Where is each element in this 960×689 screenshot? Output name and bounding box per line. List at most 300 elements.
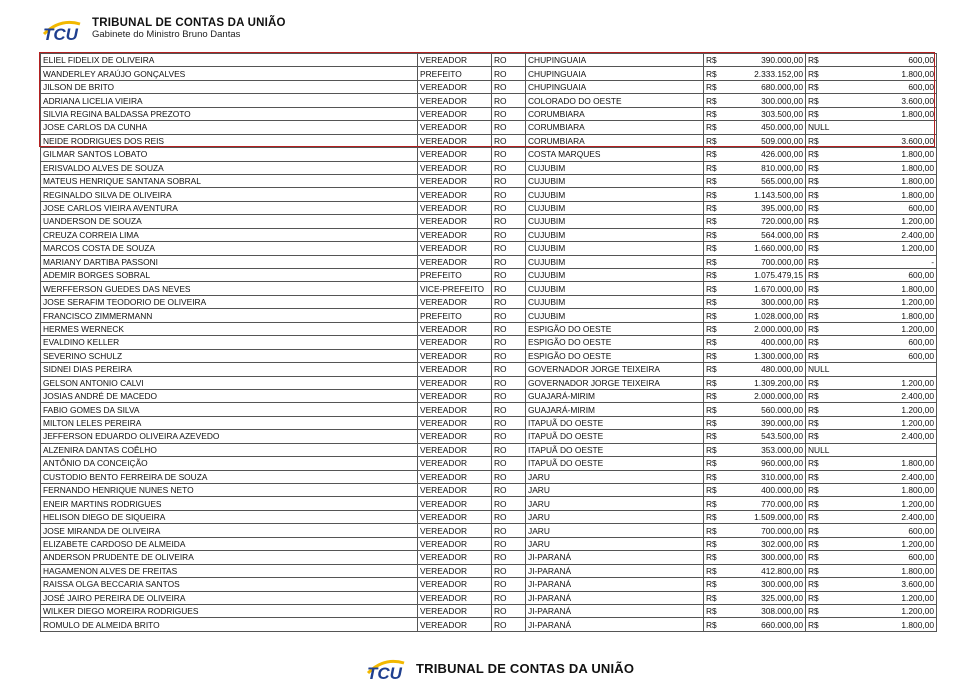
cell-uf: RO (492, 389, 526, 402)
cell-value-2: 1.200,00 (832, 497, 937, 510)
cell-name: CREUZA CORREIA LIMA (41, 228, 418, 241)
cell-value-1: 560.000,00 (730, 403, 806, 416)
cell-currency-2: R$ (806, 389, 832, 402)
cell-currency-2: R$ (806, 591, 832, 604)
cell-city: ESPIGÃO DO OESTE (526, 349, 704, 362)
cell-role: PREFEITO (418, 309, 492, 322)
cell-role: VEREADOR (418, 349, 492, 362)
table-row (41, 188, 937, 201)
cell-currency-1: R$ (704, 336, 730, 349)
cell-currency-2: R$ (806, 148, 832, 161)
cell-value-1: 426.000,00 (730, 148, 806, 161)
cell-currency-2: R$ (806, 80, 832, 93)
logo-lettering: TCU (43, 25, 78, 44)
cell-uf: RO (492, 121, 526, 134)
cell-value-1: 308.000,00 (730, 604, 806, 617)
cell-city: CUJUBIM (526, 309, 704, 322)
cell-city: CUJUBIM (526, 269, 704, 282)
cell-city: CUJUBIM (526, 161, 704, 174)
cell-uf: RO (492, 564, 526, 577)
cell-uf: RO (492, 349, 526, 362)
table-row (41, 174, 937, 187)
cell-city: JI-PARANÁ (526, 591, 704, 604)
table-row (41, 376, 937, 389)
cell-currency-2: R$ (806, 161, 832, 174)
cell-uf: RO (492, 457, 526, 470)
cell-uf: RO (492, 591, 526, 604)
cell-name: WILKER DIEGO MOREIRA RODRIGUES (41, 604, 418, 617)
cell-uf: RO (492, 443, 526, 456)
cell-city: CUJUBIM (526, 174, 704, 187)
cell-currency-2: R$ (806, 470, 832, 483)
cell-value-2: 1.800,00 (832, 457, 937, 470)
table-row (41, 336, 937, 349)
cell-currency-1: R$ (704, 269, 730, 282)
tcu-logo-icon (40, 14, 84, 44)
cell-value-1: 412.800,00 (730, 564, 806, 577)
cell-currency-1: R$ (704, 497, 730, 510)
cell-currency-1: R$ (704, 161, 730, 174)
table-row (41, 618, 937, 631)
cell-role: VEREADOR (418, 416, 492, 429)
cell-name: ALZENIRA DANTAS COÊLHO (41, 443, 418, 456)
cell-currency-2: R$ (806, 295, 832, 308)
cell-name: WANDERLEY ARAÚJO GONÇALVES (41, 67, 418, 80)
cell-city: CUJUBIM (526, 201, 704, 214)
cell-city: ESPIGÃO DO OESTE (526, 322, 704, 335)
cell-city: GOVERNADOR JORGE TEIXEIRA (526, 363, 704, 376)
cell-value-1: 1.075.479,15 (730, 269, 806, 282)
cell-currency-1: R$ (704, 564, 730, 577)
cell-currency-2: R$ (806, 201, 832, 214)
cell-role: VEREADOR (418, 457, 492, 470)
cell-role: VICE-PREFEITO (418, 282, 492, 295)
cell-currency-2: R$ (806, 497, 832, 510)
table-row (41, 470, 937, 483)
table-row (41, 295, 937, 308)
cell-currency-2: R$ (806, 269, 832, 282)
cell-currency-2: R$ (806, 376, 832, 389)
cell-currency-2: R$ (806, 336, 832, 349)
cell-value-1: 390.000,00 (730, 416, 806, 429)
cell-value-2 (832, 121, 937, 134)
cell-value-2: 1.200,00 (832, 537, 937, 550)
cell-role: PREFEITO (418, 269, 492, 282)
cell-currency-1: R$ (704, 309, 730, 322)
cell-role: VEREADOR (418, 121, 492, 134)
cell-city: JARU (526, 510, 704, 523)
cell-currency-1: R$ (704, 578, 730, 591)
cell-name: SIDNEI DIAS PEREIRA (41, 363, 418, 376)
table-row (41, 94, 937, 107)
cell-currency-2: R$ (806, 309, 832, 322)
cell-value-2 (832, 443, 937, 456)
cell-role: VEREADOR (418, 228, 492, 241)
cell-role: VEREADOR (418, 403, 492, 416)
cell-name: ADRIANA LICELIA VIEIRA (41, 94, 418, 107)
cell-currency-2: R$ (806, 282, 832, 295)
tcu-logo-icon (364, 653, 408, 683)
table-row (41, 80, 937, 93)
cell-uf: RO (492, 376, 526, 389)
cell-city: GOVERNADOR JORGE TEIXEIRA (526, 376, 704, 389)
cell-name: JOSE SERAFIM TEODORIO DE OLIVEIRA (41, 295, 418, 308)
cell-name: ROMULO DE ALMEIDA BRITO (41, 618, 418, 631)
cell-currency-2: R$ (806, 215, 832, 228)
cell-role: VEREADOR (418, 148, 492, 161)
cell-currency-2: R$ (806, 484, 832, 497)
cell-name: ELIZABETE CARDOSO DE ALMEIDA (41, 537, 418, 550)
cell-value-1: 450.000,00 (730, 121, 806, 134)
cell-city: JI-PARANÁ (526, 564, 704, 577)
table-row (41, 54, 937, 67)
cell-value-2: 1.200,00 (832, 295, 937, 308)
cell-currency-2: NULL (806, 121, 832, 134)
cell-uf: RO (492, 80, 526, 93)
cell-uf: RO (492, 201, 526, 214)
cell-currency-1: R$ (704, 376, 730, 389)
cell-currency-1: R$ (704, 457, 730, 470)
table-row (41, 134, 937, 147)
cell-role: VEREADOR (418, 510, 492, 523)
cell-value-2: 600,00 (832, 54, 937, 67)
table-row (41, 524, 937, 537)
table-row (41, 389, 937, 402)
cell-uf: RO (492, 416, 526, 429)
table-row (41, 564, 937, 577)
cell-city: CHUPINGUAIA (526, 54, 704, 67)
cell-role: PREFEITO (418, 67, 492, 80)
cell-role: VEREADOR (418, 524, 492, 537)
cell-currency-2: R$ (806, 94, 832, 107)
cell-city: GUAJARÁ-MIRIM (526, 389, 704, 402)
cell-name: ELIEL FIDELIX DE OLIVEIRA (41, 54, 418, 67)
cell-currency-2: R$ (806, 430, 832, 443)
cell-uf: RO (492, 309, 526, 322)
cell-uf: RO (492, 282, 526, 295)
cell-value-2: 600,00 (832, 524, 937, 537)
cell-value-2: 1.800,00 (832, 107, 937, 120)
cell-value-1: 810.000,00 (730, 161, 806, 174)
cell-name: JOSE CARLOS DA CUNHA (41, 121, 418, 134)
cell-role: VEREADOR (418, 322, 492, 335)
cell-currency-2: R$ (806, 457, 832, 470)
cell-value-1: 300.000,00 (730, 94, 806, 107)
cell-city: JI-PARANÁ (526, 578, 704, 591)
cell-name: UANDERSON DE SOUZA (41, 215, 418, 228)
cell-name: SEVERINO SCHULZ (41, 349, 418, 362)
cell-uf: RO (492, 67, 526, 80)
cell-role: VEREADOR (418, 161, 492, 174)
cell-value-2: 1.800,00 (832, 67, 937, 80)
cell-value-1: 1.660.000,00 (730, 242, 806, 255)
table-row (41, 309, 937, 322)
cell-uf: RO (492, 54, 526, 67)
cell-currency-2: R$ (806, 551, 832, 564)
cell-currency-2: R$ (806, 618, 832, 631)
cell-value-2: 1.200,00 (832, 416, 937, 429)
cell-name: JOSE CARLOS VIEIRA AVENTURA (41, 201, 418, 214)
cell-role: VEREADOR (418, 188, 492, 201)
cell-name: WERFFERSON GUEDES DAS NEVES (41, 282, 418, 295)
cell-value-2: 1.800,00 (832, 484, 937, 497)
cell-value-1: 565.000,00 (730, 174, 806, 187)
cell-currency-1: R$ (704, 67, 730, 80)
cell-currency-2: R$ (806, 322, 832, 335)
cell-value-2: 1.800,00 (832, 309, 937, 322)
cell-name: GILMAR SANTOS LOBATO (41, 148, 418, 161)
cell-currency-1: R$ (704, 228, 730, 241)
cell-name: ANTÔNIO DA CONCEIÇÃO (41, 457, 418, 470)
cell-currency-2: R$ (806, 578, 832, 591)
cell-city: JARU (526, 484, 704, 497)
cell-currency-1: R$ (704, 282, 730, 295)
cell-value-1: 720.000,00 (730, 215, 806, 228)
cell-value-1: 325.000,00 (730, 591, 806, 604)
document-footer (364, 653, 634, 683)
cell-value-2: 600,00 (832, 269, 937, 282)
cell-uf: RO (492, 618, 526, 631)
cell-value-2: 1.200,00 (832, 403, 937, 416)
cell-currency-1: R$ (704, 524, 730, 537)
cell-name: FERNANDO HENRIQUE NUNES NETO (41, 484, 418, 497)
cell-uf: RO (492, 269, 526, 282)
cell-currency-1: R$ (704, 430, 730, 443)
cell-currency-2: NULL (806, 443, 832, 456)
cell-currency-1: R$ (704, 201, 730, 214)
cell-city: CUJUBIM (526, 242, 704, 255)
cell-value-1: 300.000,00 (730, 295, 806, 308)
cell-name: MATEUS HENRIQUE SANTANA SOBRAL (41, 174, 418, 187)
cell-city: CORUMBIARA (526, 107, 704, 120)
cell-name: SILVIA REGINA BALDASSA PREZOTO (41, 107, 418, 120)
cell-currency-1: R$ (704, 618, 730, 631)
cell-value-1: 700.000,00 (730, 255, 806, 268)
cell-city: CHUPINGUAIA (526, 80, 704, 93)
cell-name: ERISVALDO ALVES DE SOUZA (41, 161, 418, 174)
cell-uf: RO (492, 510, 526, 523)
cell-role: VEREADOR (418, 618, 492, 631)
cell-value-2: 2.400,00 (832, 470, 937, 483)
cell-name: ADEMIR BORGES SOBRAL (41, 269, 418, 282)
cell-currency-2: R$ (806, 134, 832, 147)
cell-value-2: 1.800,00 (832, 174, 937, 187)
cell-uf: RO (492, 403, 526, 416)
cell-name: ENEIR MARTINS RODRIGUES (41, 497, 418, 510)
table-row (41, 510, 937, 523)
cell-name: MARCOS COSTA DE SOUZA (41, 242, 418, 255)
cell-name: NEIDE RODRIGUES DOS REIS (41, 134, 418, 147)
table-row (41, 255, 937, 268)
cell-role: VEREADOR (418, 201, 492, 214)
table-row (41, 416, 937, 429)
cell-currency-1: R$ (704, 443, 730, 456)
cell-city: JARU (526, 537, 704, 550)
header-subtitle: Gabinete do Ministro Bruno Dantas (92, 29, 241, 41)
cell-role: VEREADOR (418, 443, 492, 456)
cell-role: VEREADOR (418, 80, 492, 93)
cell-city: ESPIGÃO DO OESTE (526, 336, 704, 349)
table-row (41, 201, 937, 214)
table-row (41, 215, 937, 228)
cell-value-1: 660.000,00 (730, 618, 806, 631)
cell-currency-2: R$ (806, 510, 832, 523)
cell-city: JI-PARANÁ (526, 618, 704, 631)
cell-currency-2: R$ (806, 524, 832, 537)
cell-currency-2: R$ (806, 174, 832, 187)
cell-value-2: 1.800,00 (832, 188, 937, 201)
cell-currency-2: R$ (806, 67, 832, 80)
table-row (41, 161, 937, 174)
cell-value-2: 1.800,00 (832, 564, 937, 577)
cell-value-2: 3.600,00 (832, 578, 937, 591)
footer-logo-lettering: TCU (367, 664, 402, 683)
cell-uf: RO (492, 604, 526, 617)
cell-role: VEREADOR (418, 564, 492, 577)
cell-currency-2: R$ (806, 564, 832, 577)
cell-city: CHUPINGUAIA (526, 67, 704, 80)
cell-currency-2: R$ (806, 188, 832, 201)
cell-currency-2: R$ (806, 416, 832, 429)
table-row (41, 604, 937, 617)
cell-name: CUSTODIO BENTO FERREIRA DE SOUZA (41, 470, 418, 483)
table-row (41, 242, 937, 255)
cell-role: VEREADOR (418, 497, 492, 510)
cell-name: EVALDINO KELLER (41, 336, 418, 349)
table-row (41, 349, 937, 362)
table-row (41, 578, 937, 591)
cell-value-2: 1.800,00 (832, 148, 937, 161)
cell-currency-1: R$ (704, 591, 730, 604)
cell-name: RAISSA OLGA BECCARIA SANTOS (41, 578, 418, 591)
cell-value-2: 1.200,00 (832, 604, 937, 617)
cell-uf: RO (492, 363, 526, 376)
cell-value-1: 1.300.000,00 (730, 349, 806, 362)
cell-value-1: 1.509.000,00 (730, 510, 806, 523)
cell-value-2: 3.600,00 (832, 134, 937, 147)
cell-value-1: 302.000,00 (730, 537, 806, 550)
cell-city: CUJUBIM (526, 215, 704, 228)
cell-currency-1: R$ (704, 215, 730, 228)
cell-role: VEREADOR (418, 242, 492, 255)
cell-value-1: 960.000,00 (730, 457, 806, 470)
cell-role: VEREADOR (418, 107, 492, 120)
cell-value-2: 1.200,00 (832, 376, 937, 389)
cell-value-2: 600,00 (832, 80, 937, 93)
cell-city: JARU (526, 470, 704, 483)
cell-currency-2: R$ (806, 349, 832, 362)
cell-currency-2: R$ (806, 255, 832, 268)
cell-value-1: 1.670.000,00 (730, 282, 806, 295)
cell-uf: RO (492, 537, 526, 550)
cell-role: VEREADOR (418, 537, 492, 550)
table-row (41, 591, 937, 604)
cell-value-2: 600,00 (832, 551, 937, 564)
cell-value-1: 400.000,00 (730, 336, 806, 349)
cell-role: VEREADOR (418, 578, 492, 591)
cell-uf: RO (492, 255, 526, 268)
cell-currency-1: R$ (704, 148, 730, 161)
cell-value-2: 2.400,00 (832, 430, 937, 443)
cell-name: GELSON ANTONIO CALVI (41, 376, 418, 389)
cell-currency-2: R$ (806, 228, 832, 241)
cell-currency-2: R$ (806, 107, 832, 120)
cell-currency-1: R$ (704, 484, 730, 497)
cell-currency-2: R$ (806, 403, 832, 416)
cell-role: VEREADOR (418, 174, 492, 187)
cell-currency-1: R$ (704, 94, 730, 107)
cell-currency-1: R$ (704, 389, 730, 402)
cell-currency-1: R$ (704, 537, 730, 550)
cell-value-1: 300.000,00 (730, 578, 806, 591)
cell-value-1: 2.000.000,00 (730, 389, 806, 402)
cell-value-1: 1.143.500,00 (730, 188, 806, 201)
cell-value-1: 303.500,00 (730, 107, 806, 120)
cell-city: JI-PARANÁ (526, 604, 704, 617)
cell-city: CUJUBIM (526, 188, 704, 201)
cell-uf: RO (492, 497, 526, 510)
cell-role: VEREADOR (418, 376, 492, 389)
cell-uf: RO (492, 295, 526, 308)
cell-uf: RO (492, 107, 526, 120)
cell-role: VEREADOR (418, 484, 492, 497)
cell-role: VEREADOR (418, 215, 492, 228)
cell-role: VEREADOR (418, 551, 492, 564)
cell-role: VEREADOR (418, 389, 492, 402)
cell-uf: RO (492, 228, 526, 241)
cell-value-1: 2.333.152,00 (730, 67, 806, 80)
table-row (41, 282, 937, 295)
cell-value-2: - (832, 255, 937, 268)
table-row (41, 148, 937, 161)
cell-name: JOSIAS ANDRÉ DE MACEDO (41, 389, 418, 402)
cell-name: MARIANY DARTIBA PASSONI (41, 255, 418, 268)
cell-name: MILTON LELES PEREIRA (41, 416, 418, 429)
cell-value-2: 2.400,00 (832, 510, 937, 523)
cell-value-2: 1.800,00 (832, 282, 937, 295)
table-row (41, 537, 937, 550)
cell-currency-1: R$ (704, 363, 730, 376)
cell-value-1: 2.000.000,00 (730, 322, 806, 335)
cell-uf: RO (492, 188, 526, 201)
table-row (41, 269, 937, 282)
cell-city: JI-PARANÁ (526, 551, 704, 564)
cell-currency-1: R$ (704, 80, 730, 93)
cell-value-1: 310.000,00 (730, 470, 806, 483)
table-row (41, 457, 937, 470)
table-row (41, 322, 937, 335)
table-row (41, 403, 937, 416)
cell-currency-1: R$ (704, 510, 730, 523)
table-row (41, 363, 937, 376)
cell-uf: RO (492, 336, 526, 349)
cell-uf: RO (492, 484, 526, 497)
tcu-logo (40, 14, 286, 44)
cell-value-1: 390.000,00 (730, 54, 806, 67)
cell-value-2: 1.200,00 (832, 215, 937, 228)
cell-currency-1: R$ (704, 174, 730, 187)
cell-uf: RO (492, 578, 526, 591)
cell-currency-2: R$ (806, 604, 832, 617)
header-title: TRIBUNAL DE CONTAS DA UNIÃO (92, 17, 286, 30)
cell-name: HAGAMENON ALVES DE FREITAS (41, 564, 418, 577)
cell-name: FABIO GOMES DA SILVA (41, 403, 418, 416)
table-row (41, 443, 937, 456)
cell-currency-1: R$ (704, 470, 730, 483)
cell-uf: RO (492, 551, 526, 564)
cell-value-2: 1.800,00 (832, 161, 937, 174)
document-header (40, 12, 286, 46)
